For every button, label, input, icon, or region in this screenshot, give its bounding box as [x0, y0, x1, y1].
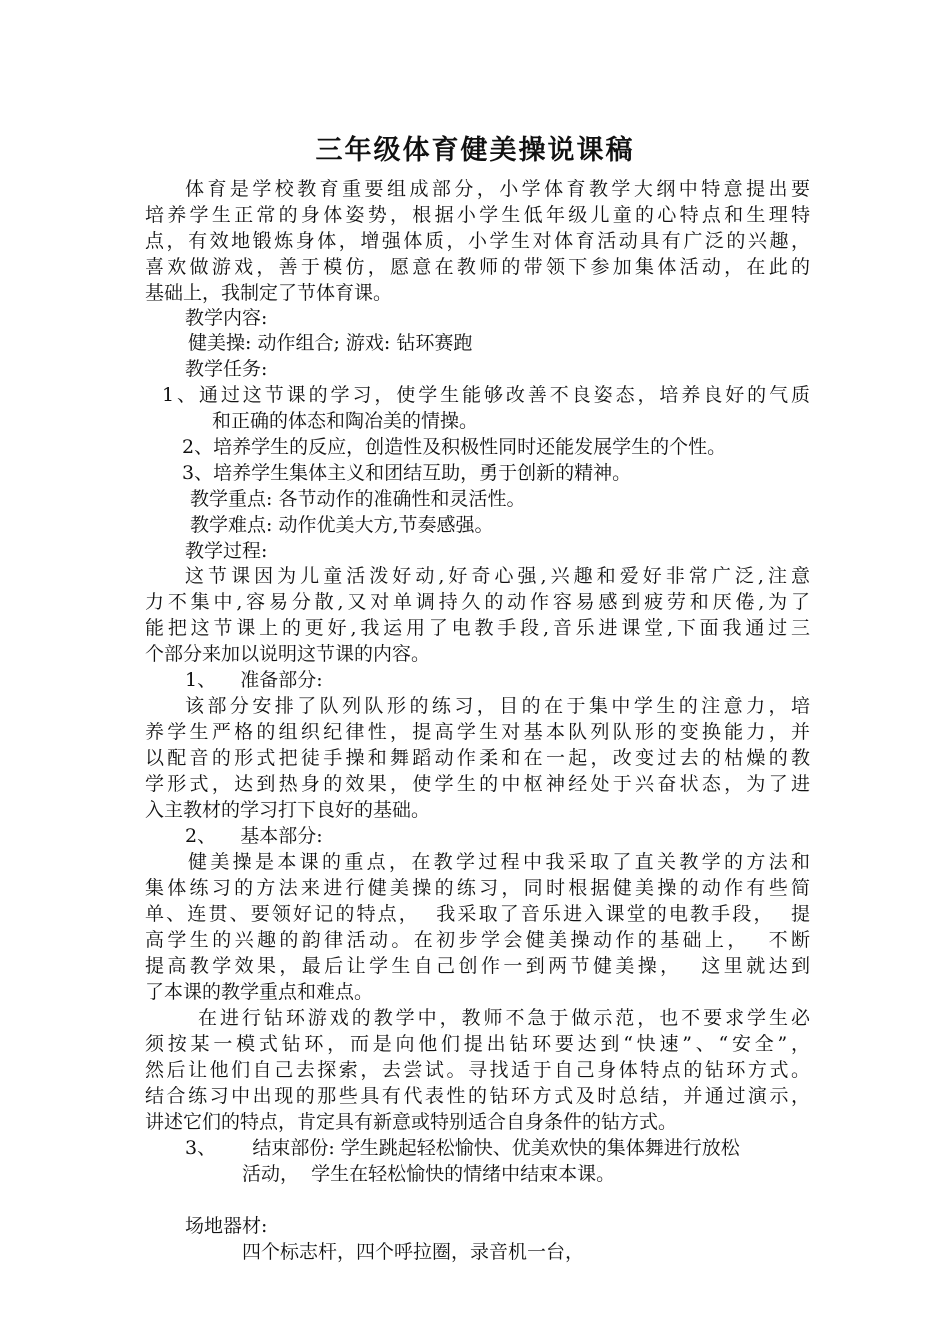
paragraph-line: 喜欢做游戏，善于模仿，愿意在教师的带领下参加集体活动，在此的: [145, 256, 810, 278]
paragraph-line: 力不集中,容易分散,又对单调持久的动作容易感到疲劳和厌倦,为了: [145, 591, 810, 613]
section-heading-equipment: 场地器材:: [185, 1215, 268, 1237]
paragraph-line: 培养学生正常的身体姿势，根据小学生低年级儿童的心特点和生理特: [145, 204, 810, 226]
paragraph-line: 养学生严格的组织纪律性，提高学生对基本队列队形的变换能力，并: [145, 721, 810, 743]
paragraph-line: 讲述它们的特点，肯定具有新意或特别适合自身条件的钻方式。: [145, 1111, 678, 1133]
part-3-heading: 3、 结束部份: 学生跳起轻松愉快、优美欢快的集体舞进行放松: [185, 1137, 740, 1159]
section-heading-process: 教学过程:: [185, 540, 268, 562]
paragraph-line: 在进行钻环游戏的教学中，教师不急于做示范，也不要求学生必: [198, 1007, 810, 1029]
paragraph-line: 入主教材的学习打下良好的基础。: [145, 799, 431, 821]
paragraph-line: 然后让他们自己去探索，去尝试。寻找适于自己身体特点的钻环方式。: [145, 1059, 810, 1081]
task-item-2: 2、培养学生的反应，创造性及积极性同时还能发展学生的个性。: [182, 436, 727, 458]
task-item-1-cont: 和正确的体态和陶冶美的情操。: [212, 410, 479, 432]
part-3-cont: 活动， 学生在轻松愉快的情绪中结束本课。: [242, 1163, 616, 1185]
paragraph-line: 须按某一模式钻环，而是向他们提出钻环要达到“快速”、“安全”，: [145, 1033, 810, 1055]
section-heading-tasks: 教学任务:: [185, 358, 268, 380]
paragraph-line: 体育是学校教育重要组成部分，小学体育教学大纲中特意提出要: [185, 178, 810, 200]
key-point: 教学重点: 各节动作的准确性和灵活性。: [190, 488, 526, 510]
paragraph-line: 健美操是本课的重点，在教学过程中我采取了直关教学的方法和: [188, 851, 810, 873]
paragraph-line: 个部分来加以说明这节课的内容。: [145, 643, 431, 665]
document-title: 三年级体育健美操说课稿: [315, 135, 635, 166]
paragraph-line: 高学生的兴趣的韵律活动。在初步学会健美操动作的基础上， 不断: [145, 929, 810, 951]
paragraph-line: 提高教学效果，最后让学生自己创作一到两节健美操， 这里就达到: [145, 955, 810, 977]
paragraph-line: 能把这节课上的更好,我运用了电教手段,音乐进课堂,下面我通过三: [145, 617, 810, 639]
equipment-line: 四个标志杆，四个呼拉圈，录音机一台，: [242, 1241, 585, 1263]
paragraph-line: 以配音的形式把徒手操和舞蹈动作柔和在一起，改变过去的枯燥的教: [145, 747, 810, 769]
paragraph-line: 该部分安排了队列队形的练习，目的在于集中学生的注意力，培: [185, 695, 810, 717]
task-item-3: 3、培养学生集体主义和团结互助，勇于创新的精神。: [182, 462, 632, 484]
difficult-point: 教学难点: 动作优美大方,节奏感强。: [190, 514, 494, 536]
paragraph-line: 点，有效地锻炼身体，增强体质，小学生对体育活动具有广泛的兴趣，: [145, 230, 810, 252]
part-2-heading: 2、 基本部分:: [185, 825, 323, 847]
content-line: 健美操: 动作组合; 游戏: 钻环赛跑: [188, 332, 473, 354]
paragraph-line: 集体练习的方法来进行健美操的练习，同时根据健美操的动作有些简: [145, 877, 810, 899]
paragraph-line: 基础上，我制定了节体育课。: [145, 282, 393, 304]
part-1-heading: 1、 准备部分:: [185, 669, 323, 691]
paragraph-line: 学形式，达到热身的效果，使学生的中枢神经处于兴奋状态，为了进: [145, 773, 810, 795]
task-item-1: 1、通过这节课的学习，使学生能够改善不良姿态，培养良好的气质: [162, 384, 810, 406]
paragraph-line: 结合练习中出现的那些具有代表性的钻环方式及时总结，并通过演示，: [145, 1085, 810, 1107]
paragraph-line: 这节课因为儿童活泼好动,好奇心强,兴趣和爱好非常广泛,注意: [185, 565, 810, 587]
paragraph-line: 了本课的教学重点和难点。: [145, 981, 374, 1003]
paragraph-line: 单、连贯、要领好记的特点， 我采取了音乐进入课堂的电教手段， 提: [145, 903, 810, 925]
section-heading-content: 教学内容:: [185, 307, 268, 329]
